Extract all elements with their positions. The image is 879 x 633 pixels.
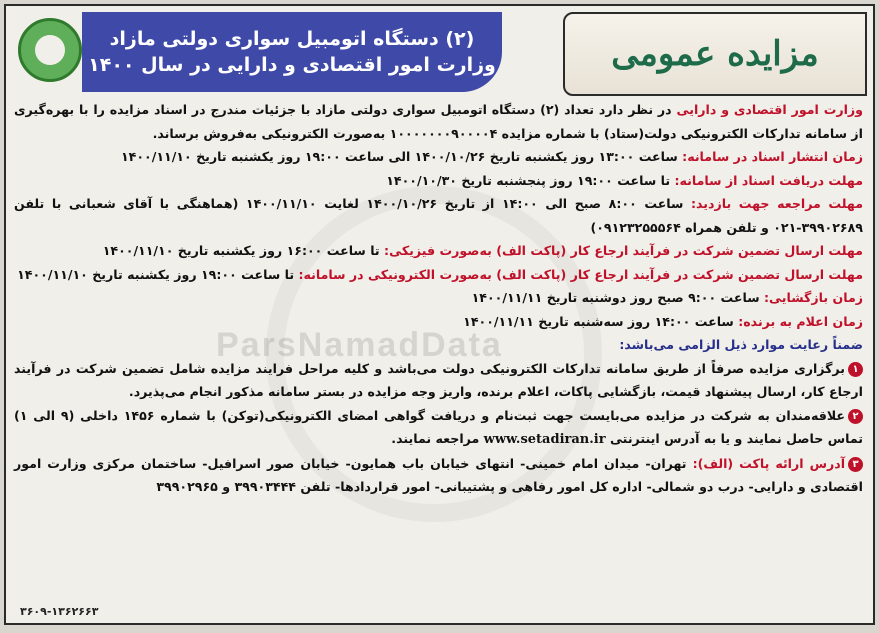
note-1-text: برگزاری مزایده صرفاً از طریق سامانه تدارکات الکترونیکی دولت می‌باشد و کلیه مراحل فرایند مزایده شامل تضمین شرکت در فرآیند ارجاع کار، ارسال پیشنهاد قیمت، بازگشایی پاکات، اعلام برنده، واریز وجه مزایده در بستر سامانه مذکور انجام می‌پذیرد. (14, 360, 863, 399)
watermark-text: ParsNamadData (216, 326, 503, 364)
publish-line (14, 145, 863, 169)
notes-title: ضمناً رعایت موارد ذیل الزامی می‌باشد: (619, 337, 863, 352)
physical-text: تا ساعت ۱۶:۰۰ روز یکشنبه تاریخ ۱۴۰۰/۱۱/۱۰ (102, 243, 385, 258)
setadiran-link[interactable]: www.setadiran.ir (483, 432, 606, 447)
intro-org: وزارت امور اقتصادی و دارایی (676, 102, 864, 117)
note-3-label: آدرس ارائه پاکت (الف): (692, 455, 846, 471)
main-title: مزایده عمومی (611, 34, 819, 74)
visit-label: مهلت مراجعه جهت بازدید: (691, 196, 864, 211)
subtitle-line-1: (۲) دستگاه اتومبیل سواری دولتی مازاد (109, 28, 475, 50)
title-banner (563, 12, 867, 96)
subtitle-line-2: وزارت امور اقتصادی و دارایی در سال ۱۴۰۰ (88, 54, 496, 76)
ad-code: ۳۶۰۹-۱۳۶۲۶۶۳ (20, 605, 99, 618)
physical-label: مهلت ارسال تضمین شرکت در فرآیند ارجاع کار (پاکت الف) به‌صورت فیزیکی: (384, 243, 863, 258)
electronic-text: تا ساعت ۱۹:۰۰ روز یکشنبه تاریخ ۱۴۰۰/۱۱/۱۰ (17, 266, 299, 282)
subtitle-banner (82, 12, 502, 92)
visit-line (14, 192, 863, 239)
emblem-icon (18, 18, 82, 82)
receive-label: مهلت دریافت اسناد از سامانه: (674, 172, 863, 188)
note-2-text: علاقه‌مندان به شرکت در مزایده می‌بایست جهت ثبت‌نام و دریافت گواهی امضای الکترونیکی(توکن) با شماره ۱۴۵۶ داخلی (۹ الی ۱) تماس حاصل نمایند و یا به آدرس اینترنتی (14, 407, 863, 446)
receive-line (14, 169, 863, 193)
visit-text: ساعت ۸:۰۰ صبح الی ۱۴:۰۰ از تاریخ ۱۴۰۰/۱۰/۲۶ لغایت ۱۴۰۰/۱۱/۱۰ (هماهنگی با آقای شعبانی با تلفن ۳۹۹۰۲۶۸۹-۰۲۱ و تلفن همراه ۰۹۱۲۳۲۵۵۵۶۴) (14, 196, 863, 235)
intro-text: در نظر دارد تعداد (۲) دستگاه اتومبیل سواری دولتی مازاد با جزئیات مندرج در اسناد مزایده را با بهره‌گیری از سامانه تدارکات الکترونیکی دولت(ستاد) با شماره مزایده ۱۰۰۰۰۰۰۰۹۰۰۰۰۴ به‌صورت الکترونیکی به‌فروش برساند. (14, 102, 863, 141)
electronic-label: مهلت ارسال تضمین شرکت در فرآیند ارجاع کار (پاکت الف) به‌صورت الکترونیکی در سامانه: (298, 266, 863, 282)
note-2-tail: مراجعه نمایند. (391, 431, 484, 446)
note-1 (14, 357, 863, 404)
advertisement-page (4, 4, 875, 625)
electronic-line (14, 263, 863, 287)
note-3-text: تهران- میدان امام خمینی- انتهای خیابان باب همایون- خیابان صور اسرافیل- ساختمان مرکزی وزارت امور اقتصادی و دارایی- درب دو شمالی- اداره کل امور رفاهی و پشتیبانی- امور قراردادها- تلفن ۳۹۹۰۳۴۴۴ و ۳۹۹۰۲۹۶۵ (14, 455, 863, 494)
winner-label: زمان اعلام به برنده: (738, 313, 863, 329)
opening-label: زمان بازگشایی: (764, 290, 863, 305)
note-3 (14, 452, 863, 499)
opening-line (14, 286, 863, 310)
note-2-number: ۲ (848, 409, 863, 424)
header (12, 12, 867, 94)
intro-paragraph (14, 98, 863, 145)
publish-label: زمان انتشار اسناد در سامانه: (682, 149, 863, 164)
publish-text: ساعت ۱۳:۰۰ روز یکشنبه تاریخ ۱۴۰۰/۱۰/۲۶ الی ساعت ۱۹:۰۰ روز یکشنبه تاریخ ۱۴۰۰/۱۱/۱۰ (120, 149, 683, 164)
opening-text: ساعت ۹:۰۰ صبح روز دوشنبه تاریخ ۱۴۰۰/۱۱/۱۱ (471, 290, 764, 305)
winner-line (14, 310, 863, 334)
note-2 (14, 404, 863, 452)
note-3-number: ۳ (848, 457, 863, 472)
physical-line (14, 239, 863, 263)
announcement-body (14, 98, 863, 597)
receive-text: تا ساعت ۱۹:۰۰ روز پنجشنبه تاریخ ۱۴۰۰/۱۰/۳۰ (386, 172, 675, 188)
note-1-number: ۱ (848, 362, 863, 377)
winner-text: ساعت ۱۴:۰۰ روز سه‌شنبه تاریخ ۱۴۰۰/۱۱/۱۱ (463, 313, 739, 329)
